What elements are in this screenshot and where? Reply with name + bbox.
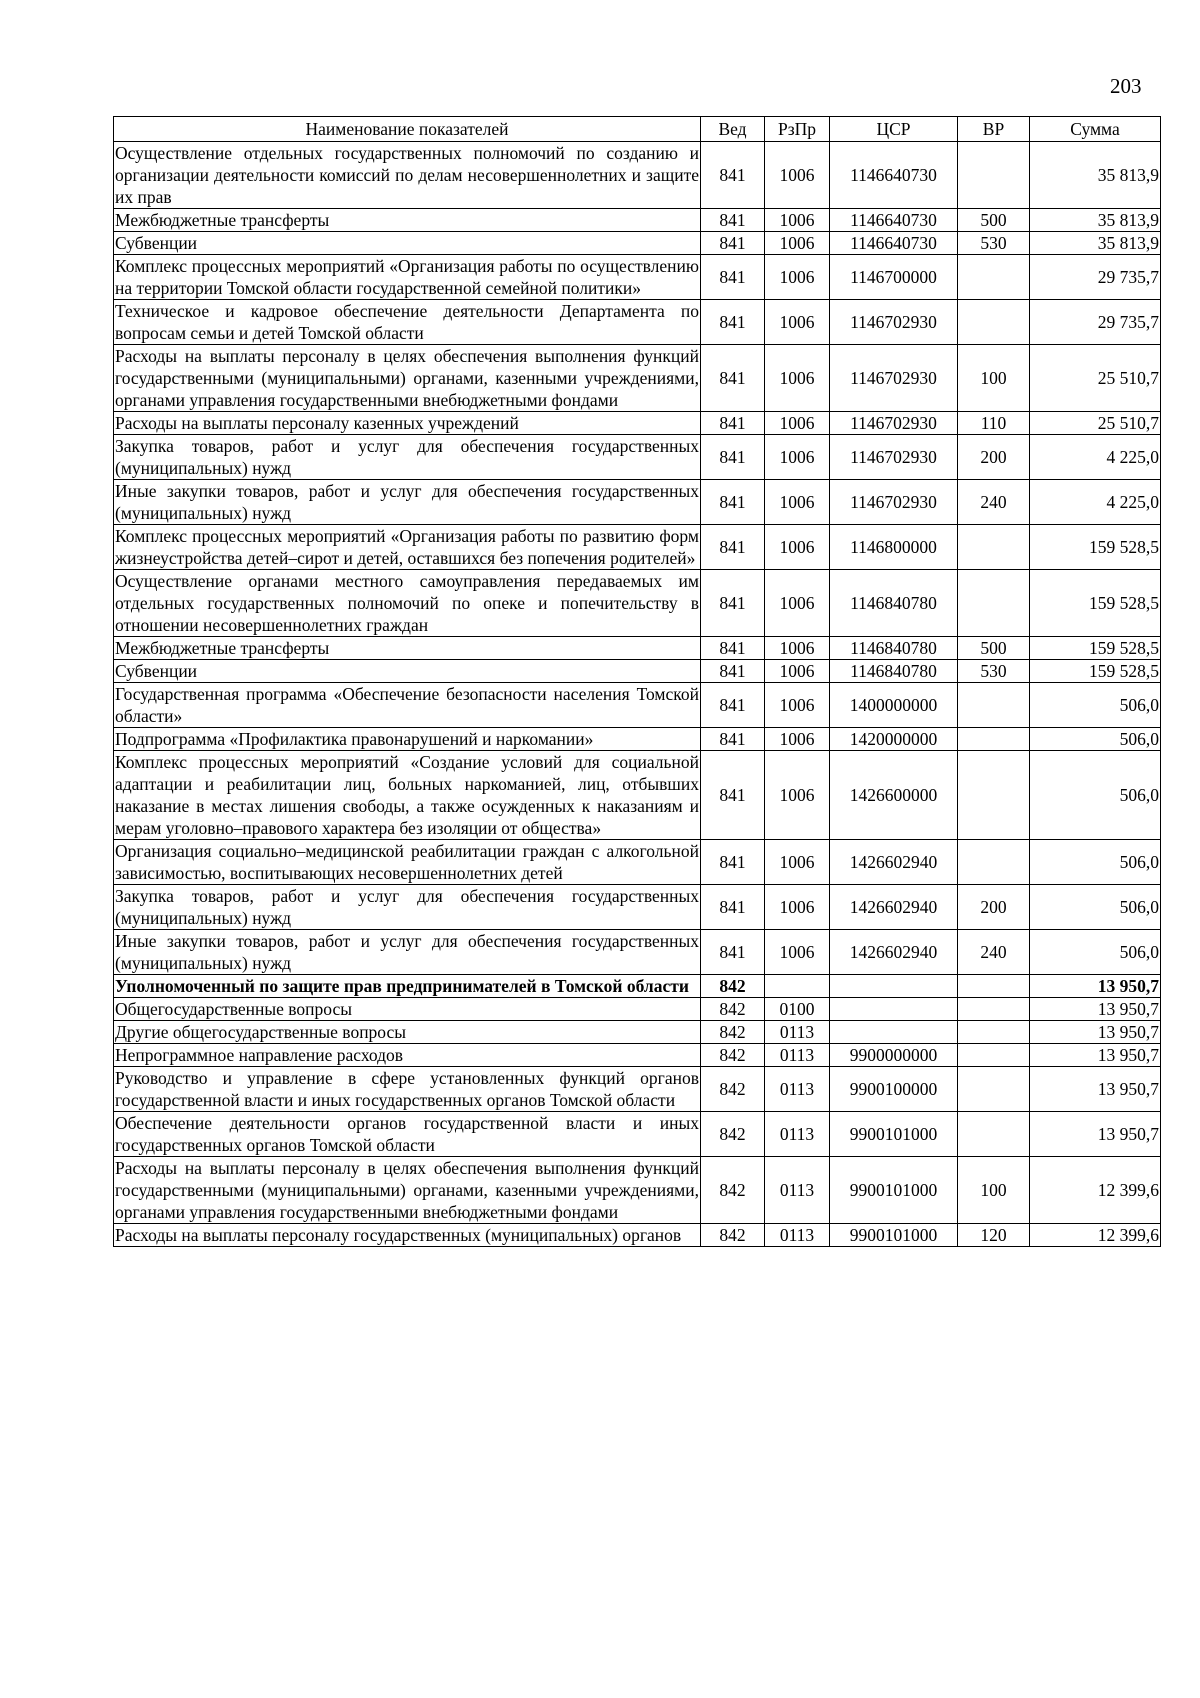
cell-ved: 841 — [701, 660, 765, 683]
cell-sum: 13 950,7 — [1030, 1112, 1161, 1157]
column-header-sum: Сумма — [1030, 117, 1161, 142]
cell-sum: 29 735,7 — [1030, 255, 1161, 300]
cell-rzpr: 1006 — [765, 637, 830, 660]
cell-csr: 1146702930 — [830, 435, 958, 480]
table-row — [114, 255, 1161, 300]
cell-name: Комплекс процессных мероприятий «Организация работы по развитию форм жизнеустройства детей–сирот и детей, оставшихся без попечения родителей» — [115, 526, 699, 568]
cell-name: Другие общегосударственные вопросы — [114, 1021, 701, 1044]
cell-csr: 1426602940 — [830, 840, 958, 885]
cell-vr: 120 — [958, 1224, 1030, 1247]
cell-vr: 200 — [958, 435, 1030, 480]
cell-csr: 1426602940 — [830, 885, 958, 930]
cell-ved: 841 — [701, 570, 765, 637]
cell-name: Осуществление органами местного самоуправления передаваемых им отдельных государственных полномочий по опеке и попечительству в отношении несовершеннолетних граждан — [115, 571, 699, 635]
cell-ved: 841 — [701, 209, 765, 232]
cell-csr — [830, 998, 958, 1021]
cell-sum: 12 399,6 — [1030, 1157, 1161, 1224]
cell-csr: 9900101000 — [830, 1224, 958, 1247]
cell-name: Комплекс процессных мероприятий «Создание условий для социальной адаптации и реабилитации лиц, больных наркоманией, лиц, отбывших наказание в местах лишения свободы, а также осужденных к наказаниям и мерам уголовно–правового характера без изоляции от общества» — [115, 752, 699, 838]
cell-ved: 842 — [701, 975, 765, 998]
cell-name: Иные закупки товаров, работ и услуг для обеспечения государственных (муниципальных) нужд — [115, 481, 699, 523]
cell-sum: 4 225,0 — [1030, 480, 1161, 525]
cell-ved: 842 — [701, 998, 765, 1021]
cell-vr — [958, 1067, 1030, 1112]
cell-rzpr: 1006 — [765, 412, 830, 435]
cell-vr — [958, 142, 1030, 209]
cell-ved: 841 — [701, 728, 765, 751]
cell-vr — [958, 728, 1030, 751]
table-row — [114, 480, 1161, 525]
column-header-ved: Вед — [701, 117, 765, 142]
cell-name: Иные закупки товаров, работ и услуг для обеспечения государственных (муниципальных) нужд — [115, 931, 699, 973]
cell-rzpr — [765, 975, 830, 998]
cell-name: Комплекс процессных мероприятий «Организация работы по осуществлению на территории Томской области государственной семейной политики» — [115, 256, 699, 298]
cell-csr: 1146702930 — [830, 480, 958, 525]
table-row — [114, 840, 1161, 885]
cell-vr — [958, 998, 1030, 1021]
cell-sum: 25 510,7 — [1030, 345, 1161, 412]
cell-csr: 9900100000 — [830, 1067, 958, 1112]
cell-csr: 9900000000 — [830, 1044, 958, 1067]
cell-vr — [958, 683, 1030, 728]
cell-name: Обеспечение деятельности органов государственной власти и иных государственных органов Томской области — [115, 1113, 699, 1155]
cell-sum: 35 813,9 — [1030, 209, 1161, 232]
cell-csr: 1146840780 — [830, 570, 958, 637]
cell-rzpr: 1006 — [765, 435, 830, 480]
cell-csr: 1146800000 — [830, 525, 958, 570]
cell-vr: 240 — [958, 480, 1030, 525]
cell-vr — [958, 840, 1030, 885]
table-row — [114, 885, 1161, 930]
cell-sum: 13 950,7 — [1030, 1021, 1161, 1044]
cell-name: Субвенции — [114, 660, 701, 683]
cell-rzpr: 1006 — [765, 525, 830, 570]
cell-rzpr: 0113 — [765, 1067, 830, 1112]
cell-name: Техническое и кадровое обеспечение деятельности Департамента по вопросам семьи и детей Томской области — [115, 301, 699, 343]
cell-vr — [958, 1044, 1030, 1067]
cell-ved: 841 — [701, 345, 765, 412]
table-row — [114, 300, 1161, 345]
cell-name: Закупка товаров, работ и услуг для обеспечения государственных (муниципальных) нужд — [115, 886, 699, 928]
table-row — [114, 570, 1161, 637]
table-row — [114, 1157, 1161, 1224]
cell-sum: 506,0 — [1030, 840, 1161, 885]
table-row — [114, 525, 1161, 570]
cell-csr: 1146640730 — [830, 209, 958, 232]
table-row — [114, 209, 1161, 232]
cell-name: Государственная программа «Обеспечение безопасности населения Томской области» — [115, 684, 699, 726]
cell-vr: 530 — [958, 232, 1030, 255]
cell-name: Организация социально–медицинской реабилитации граждан с алкогольной зависимостью, воспитывающих несовершеннолетних детей — [115, 841, 699, 883]
cell-rzpr: 1006 — [765, 300, 830, 345]
column-header-rzpr: РзПр — [765, 117, 830, 142]
cell-csr: 1146840780 — [830, 637, 958, 660]
cell-rzpr: 0113 — [765, 1157, 830, 1224]
cell-rzpr: 1006 — [765, 570, 830, 637]
cell-csr: 1146702930 — [830, 300, 958, 345]
cell-ved: 842 — [701, 1224, 765, 1247]
cell-sum: 159 528,5 — [1030, 525, 1161, 570]
cell-ved: 842 — [701, 1021, 765, 1044]
cell-rzpr: 1006 — [765, 930, 830, 975]
cell-ved: 841 — [701, 637, 765, 660]
table-header-row — [114, 117, 1161, 142]
cell-rzpr: 1006 — [765, 885, 830, 930]
cell-name: Расходы на выплаты персоналу государственных (муниципальных) органов — [114, 1224, 701, 1247]
cell-sum: 506,0 — [1030, 751, 1161, 840]
cell-rzpr: 1006 — [765, 840, 830, 885]
table-row — [114, 998, 1161, 1021]
table-row — [114, 232, 1161, 255]
cell-rzpr: 1006 — [765, 345, 830, 412]
cell-rzpr: 1006 — [765, 660, 830, 683]
cell-csr: 1420000000 — [830, 728, 958, 751]
cell-rzpr: 1006 — [765, 232, 830, 255]
table-row — [114, 728, 1161, 751]
cell-sum: 506,0 — [1030, 930, 1161, 975]
table-row — [114, 1067, 1161, 1112]
cell-ved: 842 — [701, 1112, 765, 1157]
cell-name: Межбюджетные трансферты — [114, 637, 701, 660]
cell-csr: 1146702930 — [830, 412, 958, 435]
column-header-csr: ЦСР — [830, 117, 958, 142]
cell-rzpr: 1006 — [765, 142, 830, 209]
cell-name: Расходы на выплаты персоналу в целях обеспечения выполнения функций государственными (муниципальными) органами, казенными учреждениями, органами управления государственными внебюджетными фондами — [115, 1158, 699, 1222]
cell-csr: 9900101000 — [830, 1157, 958, 1224]
cell-sum: 159 528,5 — [1030, 660, 1161, 683]
table-row — [114, 683, 1161, 728]
cell-sum: 12 399,6 — [1030, 1224, 1161, 1247]
cell-vr: 530 — [958, 660, 1030, 683]
cell-ved: 841 — [701, 255, 765, 300]
cell-name: Руководство и управление в сфере установленных функций органов государственной власти и иных государственных органов Томской области — [115, 1068, 699, 1110]
cell-name: Непрограммное направление расходов — [114, 1044, 701, 1067]
cell-csr: 9900101000 — [830, 1112, 958, 1157]
cell-rzpr: 1006 — [765, 751, 830, 840]
column-header-name: Наименование показателей — [114, 117, 701, 142]
cell-vr — [958, 255, 1030, 300]
cell-sum: 159 528,5 — [1030, 637, 1161, 660]
cell-name: Подпрограмма «Профилактика правонарушений и наркомании» — [114, 728, 701, 751]
cell-ved: 842 — [701, 1044, 765, 1067]
cell-ved: 841 — [701, 751, 765, 840]
cell-rzpr: 1006 — [765, 255, 830, 300]
cell-csr — [830, 975, 958, 998]
cell-name: Уполномоченный по защите прав предпринимателей в Томской области — [114, 975, 701, 998]
cell-rzpr: 1006 — [765, 209, 830, 232]
cell-ved: 841 — [701, 885, 765, 930]
cell-vr: 110 — [958, 412, 1030, 435]
cell-vr — [958, 1021, 1030, 1044]
cell-sum: 506,0 — [1030, 683, 1161, 728]
cell-sum: 13 950,7 — [1030, 1067, 1161, 1112]
cell-vr: 500 — [958, 637, 1030, 660]
cell-vr: 240 — [958, 930, 1030, 975]
cell-vr — [958, 570, 1030, 637]
table-row — [114, 660, 1161, 683]
cell-csr: 1400000000 — [830, 683, 958, 728]
cell-ved: 842 — [701, 1067, 765, 1112]
cell-name: Осуществление отдельных государственных полномочий по созданию и организации деятельности комиссий по делам несовершеннолетних и защите их прав — [115, 143, 699, 207]
cell-rzpr: 0113 — [765, 1021, 830, 1044]
cell-sum: 4 225,0 — [1030, 435, 1161, 480]
cell-sum: 13 950,7 — [1030, 998, 1161, 1021]
cell-ved: 841 — [701, 412, 765, 435]
cell-vr: 500 — [958, 209, 1030, 232]
table-row — [114, 435, 1161, 480]
cell-name: Закупка товаров, работ и услуг для обеспечения государственных (муниципальных) нужд — [115, 436, 699, 478]
cell-rzpr: 0113 — [765, 1044, 830, 1067]
cell-ved: 841 — [701, 300, 765, 345]
cell-rzpr: 0113 — [765, 1112, 830, 1157]
cell-name: Субвенции — [114, 232, 701, 255]
cell-ved: 841 — [701, 683, 765, 728]
cell-csr: 1146640730 — [830, 142, 958, 209]
cell-sum: 35 813,9 — [1030, 232, 1161, 255]
cell-csr: 1146640730 — [830, 232, 958, 255]
cell-csr: 1426602940 — [830, 930, 958, 975]
column-header-vr: ВР — [958, 117, 1030, 142]
cell-csr: 1146702930 — [830, 345, 958, 412]
table-row — [114, 142, 1161, 209]
cell-rzpr: 0113 — [765, 1224, 830, 1247]
cell-vr — [958, 1112, 1030, 1157]
cell-ved: 841 — [701, 142, 765, 209]
cell-vr — [958, 975, 1030, 998]
table-row — [114, 637, 1161, 660]
cell-csr: 1146840780 — [830, 660, 958, 683]
cell-sum: 13 950,7 — [1030, 975, 1161, 998]
cell-rzpr: 0100 — [765, 998, 830, 1021]
table-row — [114, 930, 1161, 975]
cell-vr: 100 — [958, 1157, 1030, 1224]
cell-csr — [830, 1021, 958, 1044]
cell-sum: 35 813,9 — [1030, 142, 1161, 209]
table-row — [114, 1044, 1161, 1067]
page-number: 203 — [1110, 74, 1142, 98]
cell-vr — [958, 525, 1030, 570]
cell-ved: 841 — [701, 930, 765, 975]
table-row — [114, 751, 1161, 840]
cell-rzpr: 1006 — [765, 728, 830, 751]
cell-vr — [958, 300, 1030, 345]
cell-rzpr: 1006 — [765, 480, 830, 525]
table-row — [114, 1224, 1161, 1247]
cell-ved: 841 — [701, 525, 765, 570]
cell-ved: 841 — [701, 480, 765, 525]
budget-table — [113, 116, 1161, 1247]
cell-ved: 841 — [701, 435, 765, 480]
cell-name: Расходы на выплаты персоналу казенных учреждений — [114, 412, 701, 435]
cell-csr: 1146700000 — [830, 255, 958, 300]
cell-name: Общегосударственные вопросы — [114, 998, 701, 1021]
cell-rzpr: 1006 — [765, 683, 830, 728]
table-row — [114, 1112, 1161, 1157]
cell-vr: 100 — [958, 345, 1030, 412]
cell-name: Расходы на выплаты персоналу в целях обеспечения выполнения функций государственными (муниципальными) органами, казенными учреждениями, органами управления государственными внебюджетными фондами — [115, 346, 699, 410]
cell-sum: 506,0 — [1030, 885, 1161, 930]
cell-ved: 842 — [701, 1157, 765, 1224]
cell-csr: 1426600000 — [830, 751, 958, 840]
cell-vr — [958, 751, 1030, 840]
table-row — [114, 975, 1161, 998]
cell-sum: 25 510,7 — [1030, 412, 1161, 435]
table-row — [114, 345, 1161, 412]
cell-sum: 29 735,7 — [1030, 300, 1161, 345]
cell-ved: 841 — [701, 232, 765, 255]
cell-vr: 200 — [958, 885, 1030, 930]
cell-sum: 13 950,7 — [1030, 1044, 1161, 1067]
table-row — [114, 412, 1161, 435]
cell-sum: 159 528,5 — [1030, 570, 1161, 637]
cell-ved: 841 — [701, 840, 765, 885]
cell-name: Межбюджетные трансферты — [114, 209, 701, 232]
table-row — [114, 1021, 1161, 1044]
cell-sum: 506,0 — [1030, 728, 1161, 751]
